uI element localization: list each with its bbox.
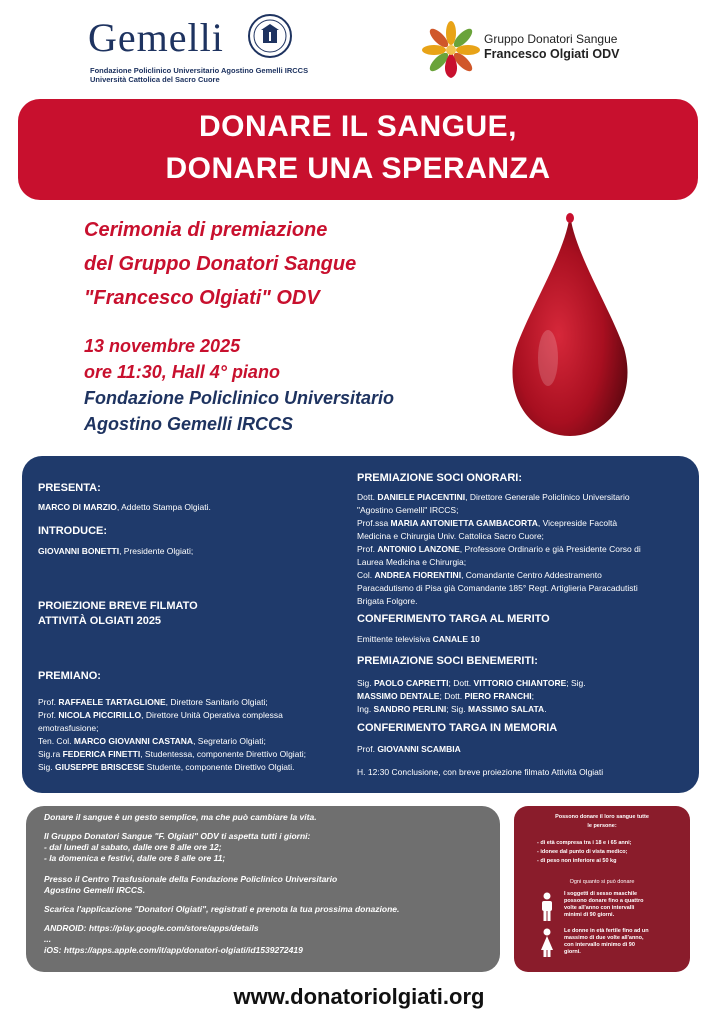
info-paragraph: Il Gruppo Donatori Sangue "F. Olgiati" ODV ti aspetta tutti i giorni: — [44, 831, 311, 841]
introduce-heading: INTRODUCE: — [38, 525, 108, 537]
list-item: Medicina e Chirurgia Univ. Cattolica Sacro Cuore; — [357, 531, 544, 541]
info-text — [44, 812, 494, 956]
list-item: Prof. ANTONIO LANZONE, Professore Ordinario e già Presidente Corso di — [357, 544, 641, 554]
presenta-heading: PRESENTA: — [38, 482, 101, 494]
requirement-weight: - di peso non inferiore ai 50 kg — [537, 858, 617, 864]
list-item: Prof. NICOLA PICCIRILLO, Direttore Unità Operativa complessa — [38, 710, 283, 720]
targa-merito-text: Emittente televisiva CANALE 10 — [357, 634, 480, 644]
list-item: Prof.ssa MARIA ANTONIETTA GAMBACORTA, Vicepreside Facoltà — [357, 518, 618, 528]
list-item: Paracadutismo di Pisa già Comandante 185° Regt. Artiglieria Paracadutisti — [357, 583, 638, 593]
male-info-line: I soggetti di sesso maschile — [564, 891, 638, 897]
targa-merito-heading: CONFERIMENTO TARGA AL MERITO — [357, 613, 550, 625]
targa-memoria-heading: CONFERIMENTO TARGA IN MEMORIA — [357, 722, 558, 734]
gemelli-logo-text: Gemelli — [88, 15, 224, 60]
list-item: Ing. SANDRO PERLINI; Sig. MASSIMO SALATA. — [357, 704, 547, 714]
info-paragraph: Donare il sangue è un gesto semplice, ma che può cambiare la vita. — [44, 812, 317, 822]
requirements-title-1: Possono donare il loro sangue tutte — [555, 814, 649, 820]
proiezione-line-1: PROIEZIONE BREVE FILMATO — [38, 600, 198, 612]
blood-drop-icon — [500, 208, 640, 444]
list-item: Sig.ra FEDERICA FINETTI, Studentessa, componente Direttivo Olgiati; — [38, 749, 307, 759]
list-item: Sig. PAOLO CAPRETTI; Dott. VITTORIO CHIANTORE; Sig. — [357, 678, 586, 688]
list-item: "Agostino Gemelli" IRCCS; — [357, 505, 459, 515]
list-item: Ten. Col. MARCO GIOVANNI CASTANA, Segretario Olgiati; — [38, 736, 266, 746]
event-title-1: Cerimonia di premiazione — [84, 219, 328, 241]
info-paragraph: Agostino Gemelli IRCCS. — [44, 885, 146, 895]
male-info-line: possono donare fino a quattro — [564, 898, 644, 904]
premiano-heading: PREMIANO: — [38, 670, 101, 682]
banner-line-2: DONARE UNA SPERANZA — [165, 152, 551, 185]
female-info-line: massimo di due volte all'anno, — [564, 935, 644, 941]
gds-subtitle: Francesco Olgiati ODV — [484, 47, 620, 61]
female-info — [564, 928, 688, 956]
banner-line-1: DONARE IL SANGUE, — [199, 110, 517, 143]
premiano-list — [38, 696, 358, 774]
list-item: Dott. DANIELE PIACENTINI, Direttore Generale Policlinico Universitario — [357, 492, 630, 502]
gds-flower-logo-icon — [420, 20, 482, 82]
requirement-medical: - idonee dal punto di vista medico; — [537, 849, 628, 855]
list-item: Prof. RAFFAELE TARTAGLIONE, Direttore Sanitario Olgiati; — [38, 697, 268, 707]
event-date: 13 novembre 2025 — [84, 336, 241, 356]
male-info — [564, 891, 688, 919]
info-paragraph: - dal lunedì al sabato, dalle ore 8 alle ore 12; — [44, 842, 222, 852]
list-item: Sig. GIUSEPPE BRISCESE Studente, componente Direttivo Olgiati. — [38, 762, 295, 772]
introduce-text: GIOVANNI BONETTI, Presidente Olgiati; — [38, 546, 194, 556]
gemelli-subtitle-2: Università Cattolica del Sacro Cuore — [90, 75, 220, 84]
list-item: emotrasfusione; — [38, 723, 99, 733]
male-info-line: minimi di 90 giorni. — [564, 912, 615, 918]
onorari-list — [357, 491, 692, 608]
website-link[interactable]: www.donatoriolgiati.org — [233, 984, 485, 1009]
frequency-heading: Ogni quanto si può donare — [569, 879, 635, 885]
info-ellipsis: ... — [44, 934, 52, 944]
android-link[interactable]: ANDROID: https://play.google.com/store/apps/details — [44, 923, 259, 933]
ios-link[interactable]: iOS: https://apps.apple.com/it/app/donatori-olgiati/id1539272419 — [44, 945, 303, 955]
university-seal-icon — [248, 14, 292, 58]
onorari-heading: PREMIAZIONE SOCI ONORARI: — [357, 472, 523, 484]
event-title-3: "Francesco Olgiati" ODV — [84, 287, 320, 309]
female-info-line: Le donne in età fertile fino ad un — [564, 928, 649, 934]
targa-memoria-text: Prof. GIOVANNI SCAMBIA — [357, 744, 461, 754]
list-item: Col. ANDREA FIORENTINI, Comandante Centro Addestramento — [357, 570, 602, 580]
gds-title: Gruppo Donatori Sangue — [484, 32, 618, 46]
list-item: Brigata Folgore. — [357, 596, 418, 606]
event-venue-2: Agostino Gemelli IRCCS — [84, 414, 294, 434]
requirement-age: - di età compresa tra i 18 e i 65 anni; — [537, 840, 632, 846]
male-info-line: volte all'anno con intervalli — [564, 905, 635, 911]
requirements-title-2: le persone: — [587, 823, 617, 829]
proiezione-line-2: ATTIVITÀ OLGIATI 2025 — [38, 615, 162, 627]
conclusione-text: H. 12:30 Conclusione, con breve proiezione filmato Attività Olgiati — [357, 767, 604, 777]
female-info-line: con intervallo minimo di 90 — [564, 942, 635, 948]
list-item: MASSIMO DENTALE; Dott. PIERO FRANCHI; — [357, 691, 534, 701]
gemelli-subtitle-1: Fondazione Policlinico Universitario Agostino Gemelli IRCCS — [90, 66, 309, 75]
event-time: ore 11:30, Hall 4° piano — [84, 362, 280, 382]
benemeriti-list — [357, 677, 692, 716]
list-item: Laurea Medicina e Chirurgia; — [357, 557, 467, 567]
female-info-line: giorni. — [564, 949, 581, 955]
male-icon — [540, 892, 554, 927]
event-title-2: del Gruppo Donatori Sangue — [84, 253, 357, 275]
presenta-text: MARCO DI MARZIO, Addetto Stampa Olgiati. — [38, 502, 211, 512]
benemeriti-heading: PREMIAZIONE SOCI BENEMERITI: — [357, 655, 538, 667]
info-paragraph: Presso il Centro Trasfusionale della Fondazione Policlinico Universitario — [44, 874, 338, 884]
info-paragraph: - la domenica e festivi, dalle ore 8 alle ore 11; — [44, 853, 226, 863]
info-paragraph: Scarica l'applicazione "Donatori Olgiati", registrati e prenota la tua prossima donazione. — [44, 904, 400, 914]
event-venue-1: Fondazione Policlinico Universitario — [84, 388, 395, 408]
female-icon — [540, 928, 554, 963]
